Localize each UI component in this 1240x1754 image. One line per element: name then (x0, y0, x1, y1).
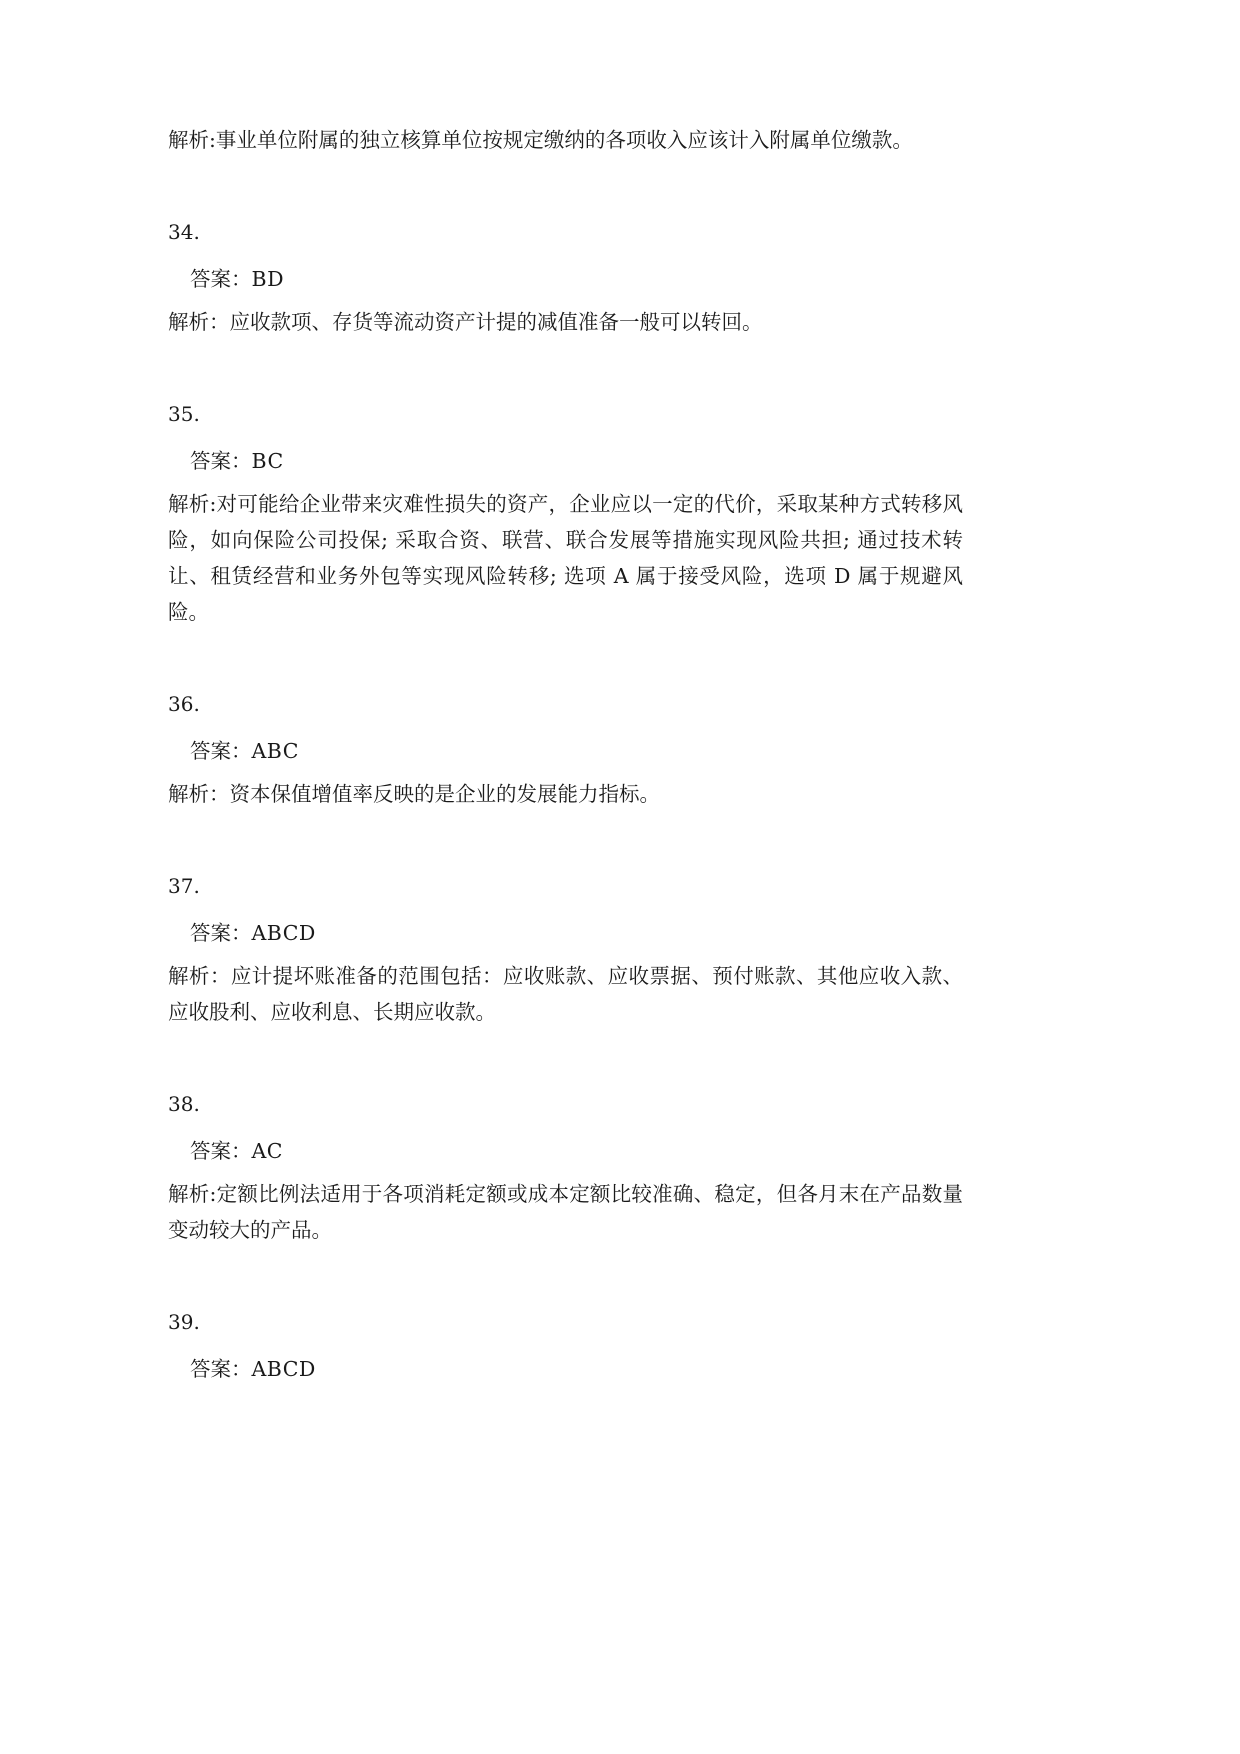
answer-line (168, 1134, 963, 1168)
answer-value: AC (251, 1139, 283, 1163)
explanation-paragraph (168, 1176, 963, 1248)
question-number: 39. (168, 1310, 200, 1334)
explanation-label: 解析: (168, 492, 217, 516)
answer-label: 答案： (190, 449, 252, 473)
explanation-label: 解析： (168, 964, 231, 988)
answer-label: 答案： (190, 1139, 252, 1163)
answer-line (168, 262, 963, 296)
explanation-text: 应计提坏账准备的范围包括：应收账款、应收票据、预付账款、其他应收入款、应收股利、应收利息、长期应收款。 (168, 964, 964, 1024)
explanation-label: 解析: (168, 128, 216, 152)
answer-line (168, 916, 963, 950)
explanation-text: 定额比例法适用于各项消耗定额或成本定额比较准确、稳定，但各月末在产品数量变动较大的产品。 (168, 1182, 963, 1242)
answer-entry (168, 1306, 963, 1386)
question-number: 36. (168, 692, 200, 716)
explanation-text: 对可能给企业带来灾难性损失的资产，企业应以一定的代价，采取某种方式转移风险，如向保险公司投保; 采取合资、联营、联合发展等措施实现风险共担; 通过技术转让、租赁经营和业务外包等实现风险转移; 选项 A 属于接受风险，选项 D 属于规避风险。 (168, 492, 963, 624)
answer-value: ABCD (251, 1357, 316, 1381)
explanation-paragraph (168, 122, 963, 158)
answer-label: 答案： (190, 921, 252, 945)
document-body (168, 122, 963, 1386)
answer-entry (168, 122, 963, 158)
explanation-text: 应收款项、存货等流动资产计提的减值准备一般可以转回。 (229, 310, 763, 334)
explanation-label: 解析: (168, 1182, 217, 1206)
answer-entry (168, 398, 963, 630)
question-number: 38. (168, 1092, 200, 1116)
explanation-paragraph (168, 304, 963, 340)
answer-entry (168, 688, 963, 812)
explanation-text: 资本保值增值率反映的是企业的发展能力指标。 (229, 782, 660, 806)
question-number: 34. (168, 220, 200, 244)
answer-line (168, 734, 963, 768)
explanation-paragraph (168, 486, 963, 630)
answer-label: 答案： (190, 1357, 252, 1381)
answer-value: ABCD (251, 921, 316, 945)
explanation-text: 事业单位附属的独立核算单位按规定缴纳的各项收入应该计入附属单位缴款。 (215, 128, 913, 152)
answer-line (168, 444, 963, 478)
answer-label: 答案： (190, 739, 252, 763)
explanation-paragraph (168, 776, 963, 812)
answer-entry (168, 870, 963, 1030)
answer-line (168, 1352, 963, 1386)
answer-value: ABC (251, 739, 299, 763)
answer-entry (168, 1088, 963, 1248)
answer-value: BC (251, 449, 284, 473)
answer-entry (168, 216, 963, 340)
question-number: 35. (168, 402, 200, 426)
answer-value: BD (251, 267, 285, 291)
question-number: 37. (168, 874, 200, 898)
explanation-label: 解析： (168, 782, 230, 806)
answer-label: 答案： (190, 267, 252, 291)
explanation-paragraph (168, 958, 963, 1030)
explanation-label: 解析： (168, 310, 230, 334)
